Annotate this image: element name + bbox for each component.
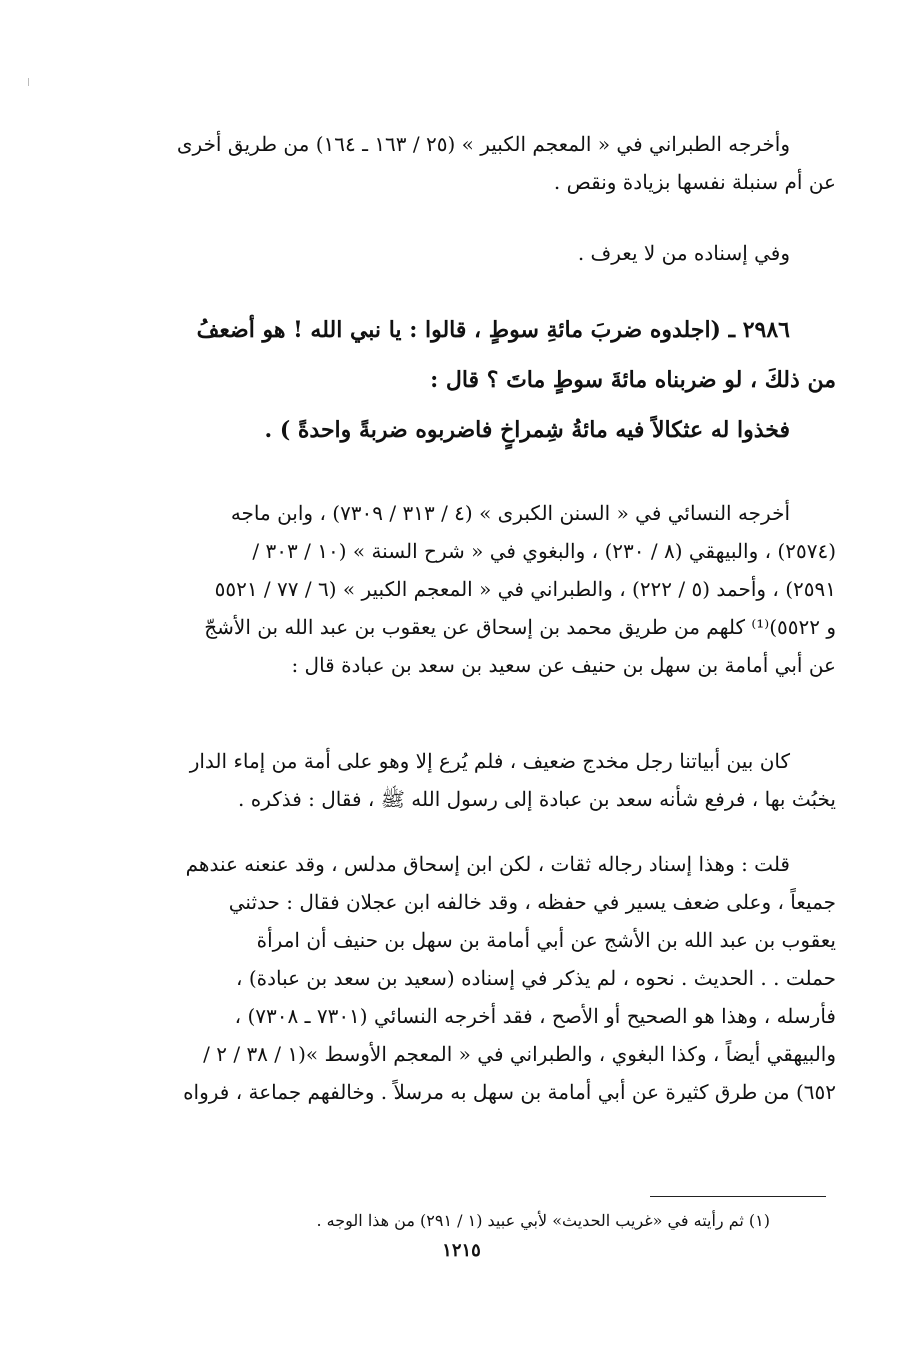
hadith-line: ٢٩٨٦ ـ (اجلدوه ضربَ مائةِ سوطٍ ، قالوا : يا نبي الله ! هو أضعفُ xyxy=(196,317,790,343)
text-line: كان بين أبياتنا رجل مخدج ضعيف ، فلم يُرع إلا وهو على أمة من إماء الدار xyxy=(189,749,790,773)
paragraph-text xyxy=(76,494,836,684)
text-line: يخبُث بها ، فرفع شأنه سعد بن عبادة إلى رسول الله ﷺ ، فقال : فذكره . xyxy=(238,787,836,811)
text-line: يعقوب بن عبد الله بن الأشج عن أبي أمامة بن سهل بن حنيف أن امرأة xyxy=(256,928,836,952)
hadith-line: فخذوا له عثكالاً فيه مائةُ شِمراخٍ فاضربوه ضربةً واحدةً ) . xyxy=(264,417,790,443)
paragraph-isnad-note xyxy=(76,234,836,272)
text-line: وفي إسناده من لا يعرف . xyxy=(577,241,790,265)
text-line: فأرسله ، وهذا هو الصحيح أو الأصح ، فقد أخرجه النسائي (٧٣٠١ ـ ٧٣٠٨) ، xyxy=(234,1004,836,1028)
text-line: ٢٥٩١) ، وأحمد (٥ / ٢٢٢) ، والطبراني في « المعجم الكبير » (٦ / ٧٧ / ٥٥٢١ xyxy=(214,577,836,601)
hadith-text xyxy=(76,305,836,455)
paragraph-commentary xyxy=(76,845,836,1111)
footnote-divider xyxy=(650,1196,826,1197)
text-line: جميعاً ، وعلى ضعف يسير في حفظه ، وقد خالفه ابن عجلان فقال : حدثني xyxy=(228,890,836,914)
paragraph-text xyxy=(76,742,836,818)
paragraph-text xyxy=(76,234,836,272)
text-line: عن أم سنبلة نفسها بزيادة ونقص . xyxy=(553,170,836,194)
page-number: ١٢١٥ xyxy=(442,1240,481,1261)
text-line: قلت : وهذا إسناد رجاله ثقات ، لكن ابن إسحاق مدلس ، وقد عنعنه عندهم xyxy=(185,852,790,876)
page-edge-mark xyxy=(28,78,29,86)
text-line: والبيهقي أيضاً ، وكذا البغوي ، والطبراني في « المعجم الأوسط »(١ / ٣٨ / ٢ / xyxy=(203,1042,836,1066)
paragraph-takhrij-1 xyxy=(76,125,836,201)
paragraph-text xyxy=(76,125,836,201)
text-line: حملت . . الحديث . نحوه ، لم يذكر في إسناده (سعيد بن سعد بن عبادة) ، xyxy=(236,966,836,990)
footnote: (١) ثم رأيته في «غريب الحديث» لأبي عبيد (١ / ٢٩١) من هذا الوجه . xyxy=(316,1211,770,1230)
text-line: (٢٥٧٤) ، والبيهقي (٨ / ٢٣٠) ، والبغوي في « شرح السنة » (١٠ / ٣٠٣ / xyxy=(252,539,836,563)
text-line: عن أبي أمامة بن سهل بن حنيف عن سعيد بن سعد بن عبادة قال : xyxy=(291,653,836,677)
text-line: ٦٥٢) من طرق كثيرة عن أبي أمامة بن سهل به مرسلاً . وخالفهم جماعة ، فرواه xyxy=(183,1080,836,1104)
paragraph-takhrij-2 xyxy=(76,494,836,684)
hadith-lines xyxy=(76,305,836,455)
paragraph-narration xyxy=(76,742,836,818)
text-line: و ٥٥٢٢)⁽¹⁾ كلهم من طريق محمد بن إسحاق عن يعقوب بن عبد الله بن الأشجّ xyxy=(204,615,836,639)
paragraph-text xyxy=(76,845,836,1111)
hadith-line: من ذلكَ ، لو ضربناه مائةَ سوطٍ ماتَ ؟ قال : xyxy=(430,367,836,393)
text-line: وأخرجه الطبراني في « المعجم الكبير » (٢٥ / ١٦٣ ـ ١٦٤) من طريق أخرى xyxy=(176,132,790,156)
text-line: أخرجه النسائي في « السنن الكبرى » (٤ / ٣١٣ / ٧٣٠٩) ، وابن ماجه xyxy=(230,501,790,525)
